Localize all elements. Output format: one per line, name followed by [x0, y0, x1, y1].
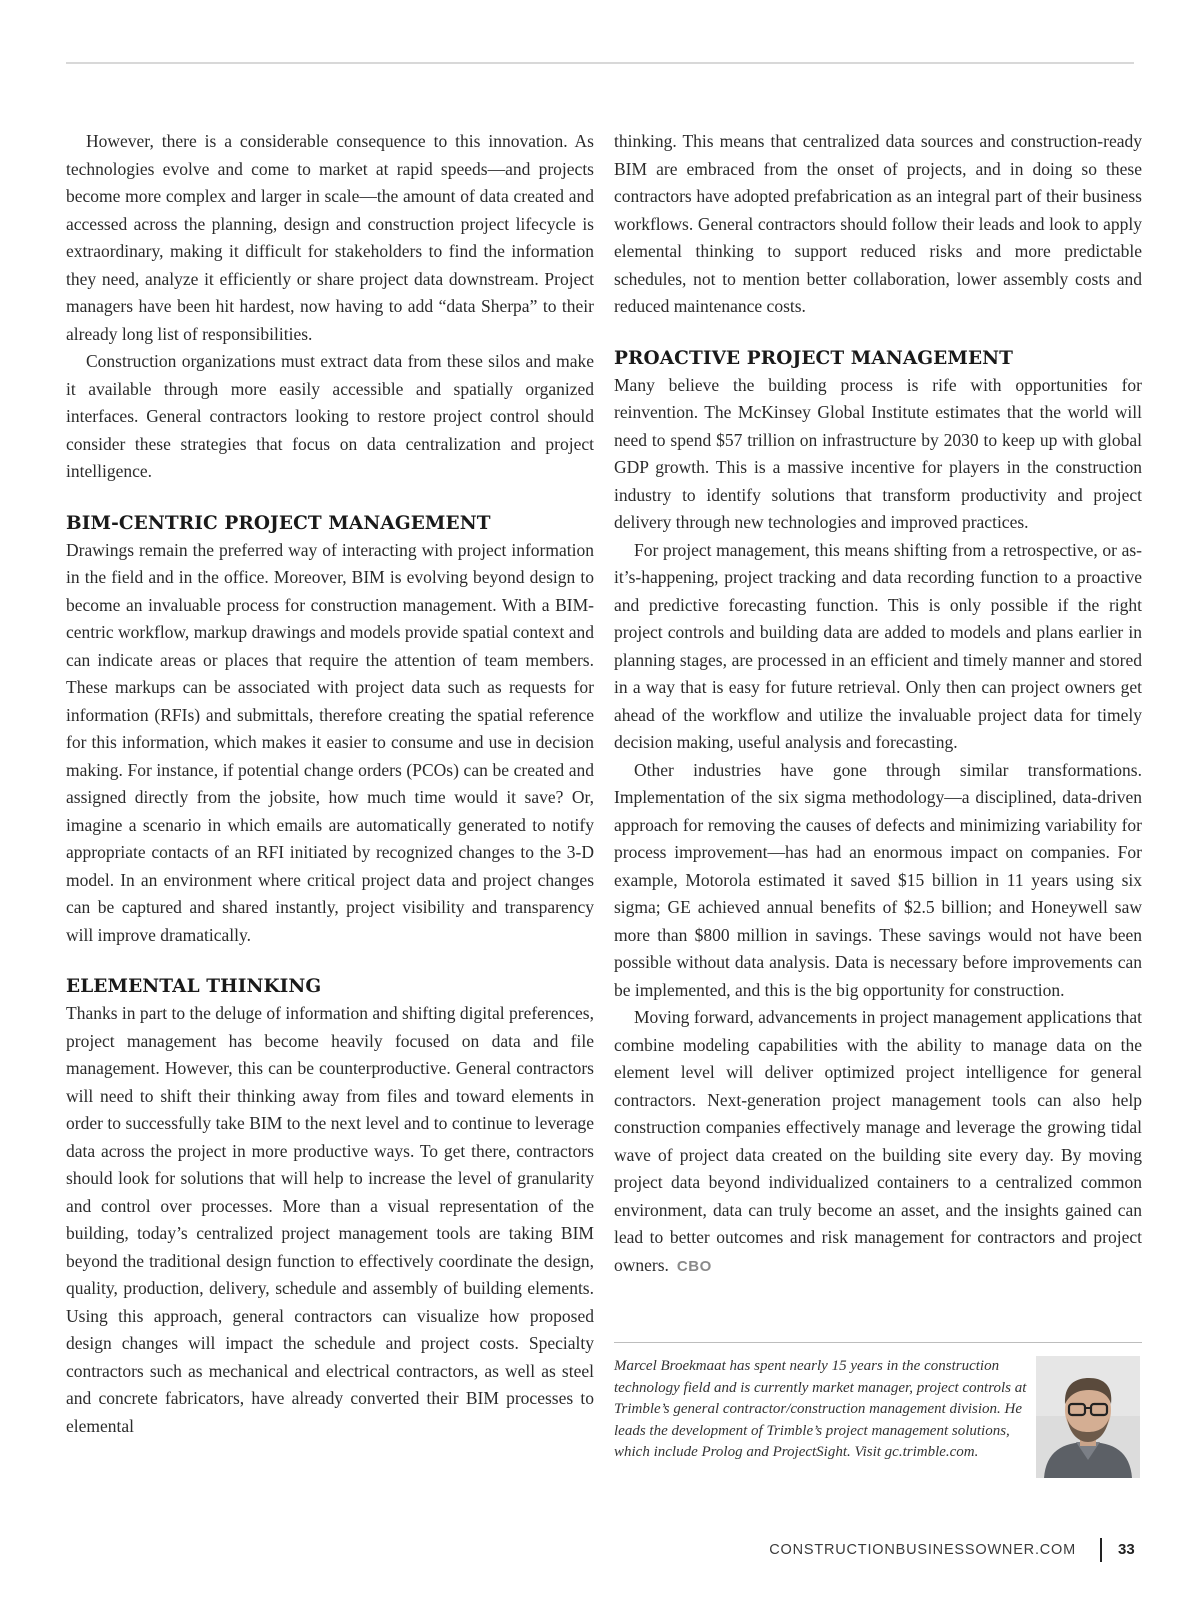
left-paragraph-3: Drawings remain the preferred way of interacting with project information in the field and in the office. Moreover, BIM is evolving beyond design to become an invaluable process for construction management. With a BIM-centric workflow, markup drawings and models provide spatial context and can indicate areas or places that require the attention of team members. These markups can be associated with project data such as requests for information (RFIs) and submittals, therefore creating the spatial reference for this information, which makes it easier to consume and use in decision making. For instance, if potential change orders (PCOs) can be created and assigned directly from the jobsite, how much time would it save? Or, imagine a scenario in which emails are automatically generated to notify appropriate contacts of an RFI initiated by recognized changes to the 3-D model. In an environment where critical project data and project changes can be captured and shared instantly, project visibility and transparency will improve dramatically. — [66, 539, 594, 945]
author-photo — [1036, 1356, 1140, 1478]
right-paragraph-4: Other industries have gone through similar transformations. Implementation of the six sigma methodology—a disciplined, data-driven approach for removing the causes of defects and minimizing variability for process improvement—has had an enormous impact on companies. For example, Motorola estimated it saved $15 billion in 11 years using six sigma; GE achieved annual benefits of $2.5 billion; and Honeywell saw more than $800 million in savings. These savings would not have been possible without data analysis. Data is necessary before improvements can be implemented, and this is the big opportunity for construction. — [614, 759, 1142, 1000]
left-paragraph-4: Thanks in part to the deluge of information and shifting digital preferences, project management has become heavily focused on data and file management. However, this can be counterproductive. General contractors will need to shift their thinking away from files and toward elements in order to successfully take BIM to the next level and to continue to leverage data across the project in more productive ways. To get there, contractors should look for solutions that will help to increase the level of granularity and control over processes. More than a visual representation of the building, today’s centralized project management tools are taking BIM beyond the traditional design function to effectively coordinate the design, quality, production, delivery, schedule and assembly of building elements. Using this approach, general contractors can visualize how proposed design changes will impact the schedule and project costs. Specialty contractors such as mechanical and electrical contractors, as well as steel and concrete fabricators, have already converted their BIM processes to elemental — [66, 1003, 594, 1436]
footer-website: CONSTRUCTIONBUSINESSOWNER.COM — [769, 1542, 1076, 1558]
top-divider — [66, 62, 1134, 64]
heading-proactive: PROACTIVE PROJECT MANAGEMENT — [614, 347, 1014, 369]
right-paragraph-3: For project management, this means shifting from a retrospective, or as-it’s-happening, project tracking and data recording function to a proactive and predictive forecasting function. This is only possible if the right project controls and building data are added to models and plans earlier in planning stages, are processed in an efficient and timely manner and stored in a way that is easy for future retrieval. Only then can project owners get ahead of the workflow and utilize the invaluable project data for timely decision making, useful analysis and forecasting. — [614, 539, 1142, 752]
right-paragraph-2: Many believe the building process is rife with opportunities for reinvention. The McKinsey Global Institute estimates that the world will need to spend $57 trillion on infrastructure by 2030 to keep up with global GDP growth. This is a massive incentive for players in the construction industry to identify solutions that transform productivity and project delivery through new technologies and improved practices. — [614, 374, 1142, 532]
left-column — [66, 128, 594, 1440]
footer-separator — [1100, 1538, 1102, 1562]
left-paragraph-1: However, there is a considerable consequence to this innovation. As technologies evolve and come to market at rapid speeds—and projects become more complex and larger in scale—the amount of data created and accessed across the planning, design and construction project lifecycle is extraordinary, making it difficult for stakeholders to find the information they need, analyze it efficiently or share project data downstream. Project managers have been hit hardest, now having to add “data Sherpa” to their already long list of responsibilities. — [66, 131, 594, 344]
right-paragraph-5-text: Moving forward, advancements in project management applications that combine modeling capabilities with the ability to manage data on the element level will deliver optimized project intelligence for general contractors. Next-generation project management tools can also help construction companies effectively manage and leverage the growing tidal wave of project data created on the building site every day. By moving project data beyond individualized containers to a centralized common environment, data can truly become an asset, and the insights gained can lead to better outcomes and risk management for contractors and project owners. — [614, 1007, 1142, 1275]
right-column — [614, 128, 1142, 1280]
heading-elemental-thinking: ELEMENTAL THINKING — [66, 976, 322, 997]
right-paragraph-5 — [614, 1004, 1142, 1280]
heading-bim-centric: BIM-CENTRIC PROJECT MANAGEMENT — [66, 512, 491, 534]
author-portrait-image — [1036, 1356, 1140, 1478]
author-bio: Marcel Broekmaat has spent nearly 15 years in the construction technology field and is currently market manager, project controls at Trimble’s general contractor/construction management division. He leads the development of Trimble’s project management solutions, which include Prolog and ProjectSight. Visit gc.trimble.com. — [614, 1358, 1027, 1460]
right-paragraph-1: thinking. This means that centralized data sources and construction-ready BIM are embraced from the onset of projects, and in doing so these contractors have adopted prefabrication as an integral part of their business workflows. General contractors should follow their leads and look to apply elemental thinking to support reduced risks and more predictable schedules, not to mention better collaboration, lower assembly costs and reduced maintenance costs. — [614, 131, 1142, 316]
left-paragraph-2: Construction organizations must extract data from these silos and make it available through more easily accessible and spatially organized interfaces. General contractors looking to restore project control should consider these strategies that focus on data centralization and project intelligence. — [66, 351, 594, 481]
page-number: 33 — [1118, 1541, 1135, 1558]
end-mark-logo: CBO — [676, 1257, 712, 1275]
bio-divider — [614, 1342, 1142, 1343]
